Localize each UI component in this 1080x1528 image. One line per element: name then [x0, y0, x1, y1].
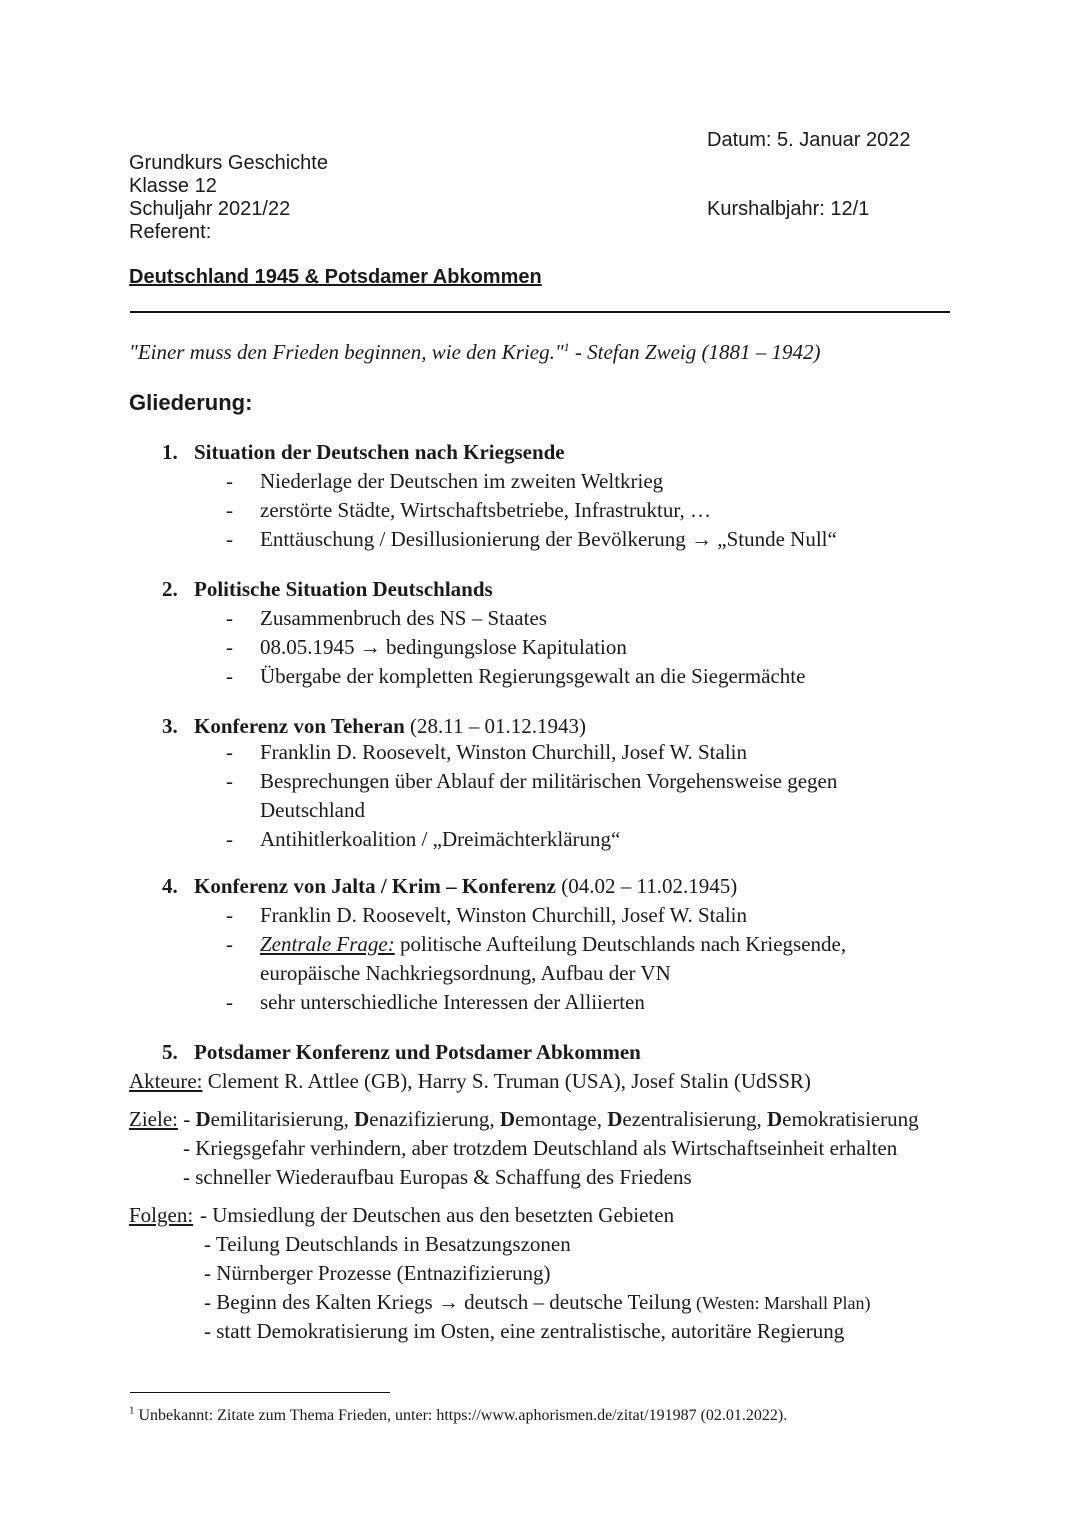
goals-label: Ziele: — [129, 1107, 178, 1131]
list-item: Enttäuschung / Desillusionierung der Bevölkerung → „Stunde Null“ — [260, 527, 837, 551]
actors-label: Akteure: — [129, 1069, 203, 1093]
list-item: zerstörte Städte, Wirtschaftsbetriebe, Infrastruktur, … — [260, 498, 712, 522]
bullet-dash: - — [226, 827, 233, 851]
bullet-dash: - — [226, 498, 233, 522]
list-item-continuation: Deutschland — [260, 798, 365, 822]
list-item: Zusammenbruch des NS – Staates — [260, 606, 547, 630]
document-title: Deutschland 1945 & Potsdamer Abkommen — [129, 266, 542, 288]
class: Klasse 12 — [129, 175, 217, 197]
section-1-title — [162, 438, 565, 467]
central-question-label: Zentrale Frage: — [260, 932, 395, 956]
section-3-title — [162, 712, 586, 741]
quote-text: "Einer muss den Frieden beginnen, wie den Krieg." — [129, 340, 564, 364]
bullet-dash: - — [226, 606, 233, 630]
bullet-dash: - — [226, 740, 233, 764]
goal-word: ezentralisierung, — [622, 1107, 767, 1131]
quote — [129, 340, 820, 365]
bullet-dash: - — [226, 903, 233, 927]
actors-line — [129, 1067, 811, 1096]
footnote-text: Unbekannt: Zitate zum Thema Frieden, unter: https://www.aphorismen.de/zitat/191987 (02.01.2022). — [134, 1407, 788, 1424]
list-item: 08.05.1945 → bedingungslose Kapitulation — [260, 635, 627, 659]
consequence-note: (Westen: Marshall Plan) — [691, 1293, 871, 1313]
d-letter: D — [766, 1107, 783, 1131]
consequence-item: - statt Demokratisierung im Osten, eine zentralistische, autoritäre Regierung — [204, 1319, 845, 1343]
footnote-divider — [130, 1392, 390, 1393]
section-2-number: 2. — [162, 577, 178, 601]
goals-line-2: - Kriegsgefahr verhindern, aber trotzdem Deutschland als Wirtschaftseinheit erhalten — [183, 1136, 898, 1160]
section-4-title — [162, 872, 737, 901]
list-item — [260, 930, 846, 959]
d-letter: D — [499, 1107, 516, 1131]
d-letter: D — [607, 1107, 623, 1131]
list-item: Franklin D. Roosevelt, Winston Churchill, Josef W. Stalin — [260, 740, 748, 764]
actors-text: Clement R. Attlee (GB), Harry S. Truman (USA), Josef Stalin (UdSSR) — [202, 1069, 811, 1093]
goals-line-3: - schneller Wiederaufbau Europas & Schaffung des Friedens — [183, 1165, 692, 1189]
bullet-dash: - — [226, 932, 233, 956]
section-5-title-text: Potsdamer Konferenz und Potsdamer Abkommen — [194, 1040, 641, 1064]
goal-word: emilitarisierung, — [210, 1107, 355, 1131]
quote-author: - Stefan Zweig (1881 – 1942) — [569, 340, 821, 364]
bullet-dash: - — [226, 527, 233, 551]
section-3-title-text: Konferenz von Teheran — [194, 714, 405, 738]
section-4-dates: (04.02 – 11.02.1945) — [556, 874, 738, 898]
footnote-mark: 1 — [129, 1404, 135, 1417]
quote-footnote-mark: 1 — [563, 340, 570, 354]
section-4-number: 4. — [162, 874, 178, 898]
section-1-title-text: Situation der Deutschen nach Kriegsende — [194, 440, 565, 464]
list-item-continuation: europäische Nachkriegsordnung, Aufbau der VN — [260, 961, 671, 985]
list-item: Franklin D. Roosevelt, Winston Churchill, Josef W. Stalin — [260, 903, 748, 927]
bullet-dash: - — [226, 990, 233, 1014]
central-question-text: politische Aufteilung Deutschlands nach Kriegsende, — [394, 932, 847, 956]
list-item: Übergabe der kompletten Regierungsgewalt an die Siegermächte — [260, 664, 806, 688]
title-divider — [130, 311, 950, 313]
list-item: Niederlage der Deutschen im zweiten Weltkrieg — [260, 469, 664, 493]
goal-word: emokratisierung — [782, 1107, 919, 1131]
course-name: Grundkurs Geschichte — [129, 152, 328, 174]
list-item: Antihitlerkoalition / „Dreimächterklärung“ — [260, 827, 621, 851]
section-5-title — [162, 1038, 641, 1067]
presenter: Referent: — [129, 221, 212, 243]
goal-word: emontage, — [515, 1107, 608, 1131]
consequence-item — [204, 1288, 870, 1318]
consequences-label-text: Folgen: — [129, 1203, 194, 1227]
date: Datum: 5. Januar 2022 — [707, 129, 911, 151]
school-year: Schuljahr 2021/22 — [129, 198, 291, 220]
consequence-text: - Beginn des Kalten Kriegs → deutsch – deutsche Teilung — [204, 1290, 692, 1314]
footnote — [129, 1404, 788, 1425]
section-2-title — [162, 575, 493, 604]
goal-word: enazifizierung, — [369, 1107, 500, 1131]
list-item: sehr unterschiedliche Interessen der Alliierten — [260, 990, 645, 1014]
bullet-dash: - — [226, 635, 233, 659]
bullet-dash: - — [226, 469, 233, 493]
bullet-dash: - — [226, 664, 233, 688]
list-item: Besprechungen über Ablauf der militärischen Vorgehensweise gegen — [260, 769, 838, 793]
section-4-title-text: Konferenz von Jalta / Krim – Konferenz — [194, 874, 557, 898]
consequence-item: - Teilung Deutschlands in Besatzungszonen — [204, 1232, 571, 1256]
d-letter: D — [195, 1107, 211, 1131]
section-1-number: 1. — [162, 440, 178, 464]
section-5-number: 5. — [162, 1040, 178, 1064]
bullet-dash: - — [226, 769, 233, 793]
d-letter: D — [354, 1107, 370, 1131]
goals-line-1: Ziele: - Demilitarisierung, Denazifizierung, Demontage, Dezentralisierung, Demokratisierung — [129, 1107, 919, 1131]
outline-heading: Gliederung: — [129, 390, 253, 415]
semester: Kurshalbjahr: 12/1 — [707, 198, 870, 220]
section-2-title-text: Politische Situation Deutschlands — [194, 577, 493, 601]
section-3-number: 3. — [162, 714, 178, 738]
consequences-label — [129, 1201, 193, 1230]
consequence-item: - Umsiedlung der Deutschen aus den besetzten Gebieten — [200, 1203, 675, 1227]
consequence-item: - Nürnberger Prozesse (Entnazifizierung) — [204, 1261, 551, 1285]
section-3-dates: (28.11 – 01.12.1943) — [404, 714, 587, 738]
